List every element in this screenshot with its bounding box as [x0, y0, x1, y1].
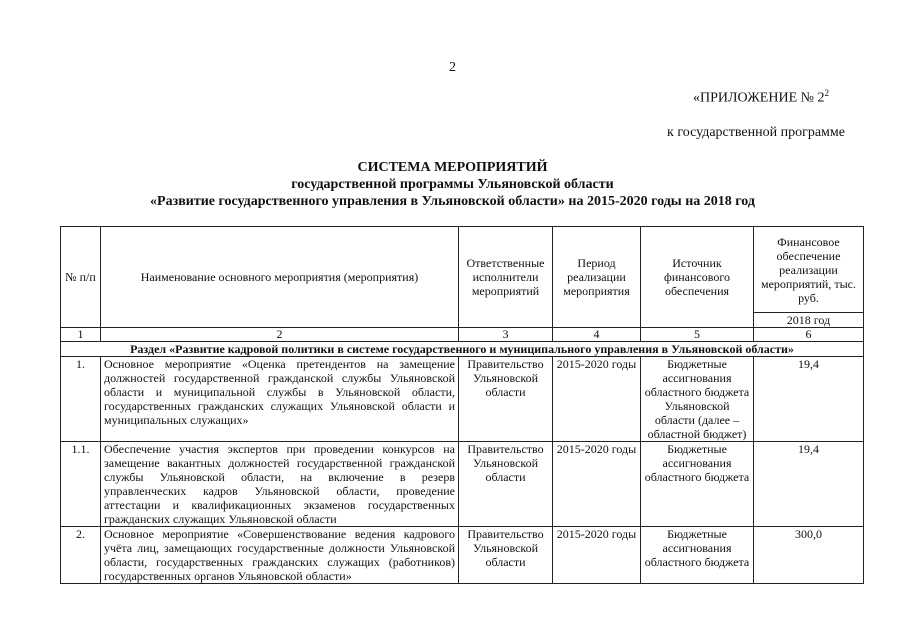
row-period: 2015-2020 годы	[553, 357, 641, 442]
header-funding: Финансовое обеспечение реализации мероприятий, тыс. руб.	[754, 227, 864, 313]
row-responsible: Правительство Ульяновской области	[459, 527, 553, 584]
table-row	[61, 442, 864, 527]
appendix-text: «ПРИЛОЖЕНИЕ № 2	[693, 90, 825, 106]
appendix-label	[693, 88, 829, 107]
column-number: 6	[754, 328, 864, 342]
header-name: Наименование основного мероприятия (мероприятия)	[101, 227, 459, 328]
row-number: 1.1.	[61, 442, 101, 527]
document-subtitle: государственной программы Ульяновской области	[291, 177, 614, 192]
header-year: 2018 год	[754, 313, 864, 328]
column-number-row	[61, 328, 864, 342]
appendix-superscript: 2	[824, 88, 829, 98]
table-row	[61, 527, 864, 584]
row-source: Бюджетные ассигнования областного бюджета	[641, 442, 754, 527]
section-title: Раздел «Развитие кадровой политики в системе государственного и муниципального управления в Ульяновской области»	[61, 342, 864, 357]
column-number: 2	[101, 328, 459, 342]
document-title: СИСТЕМА МЕРОПРИЯТИЙ	[357, 160, 548, 175]
row-name: Обеспечение участия экспертов при проведении конкурсов на замещение вакантных должностей государственной гражданской службы Ульяновской области, на включение в резерв управленческих кадров Ульяновской области, проведение аттестации и квалификационных экзаменов государственных гражданских служащих Ульяновской области	[101, 442, 459, 527]
row-source: Бюджетные ассигнования областного бюджета Ульяновской области (далее – областной бюджет)	[641, 357, 754, 442]
row-source: Бюджетные ассигнования областного бюджета	[641, 527, 754, 584]
document-program-title: «Развитие государственного управления в Ульяновской области» на 2015-2020 годы на 2018 год	[150, 194, 755, 209]
row-period: 2015-2020 годы	[553, 442, 641, 527]
row-responsible: Правительство Ульяновской области	[459, 357, 553, 442]
row-responsible: Правительство Ульяновской области	[459, 442, 553, 527]
column-number: 3	[459, 328, 553, 342]
row-number: 1.	[61, 357, 101, 442]
column-number: 5	[641, 328, 754, 342]
row-amount: 19,4	[754, 442, 864, 527]
row-amount: 19,4	[754, 357, 864, 442]
section-row	[61, 342, 864, 357]
header-responsible: Ответственные исполнители мероприятий	[459, 227, 553, 328]
header-num: № п/п	[61, 227, 101, 328]
row-name: Основное мероприятие «Совершенствование ведения кадрового учёта лиц, замещающих государственные должности Ульяновской области, государственных гражданских служащих (работников) государственных органов Ульяновской области»	[101, 527, 459, 584]
column-number: 1	[61, 328, 101, 342]
measures-table	[60, 226, 864, 584]
page-number: 2	[449, 60, 456, 75]
row-period: 2015-2020 годы	[553, 527, 641, 584]
row-number: 2.	[61, 527, 101, 584]
row-name: Основное мероприятие «Оценка претендентов на замещение должностей государственной гражданской службы Ульяновской области и муниципальной службы в Ульяновской области, государственных гражданских служащих Ульяновской области и муниципальных служащих»	[101, 357, 459, 442]
table-row	[61, 357, 864, 442]
header-period: Период реализации мероприятия	[553, 227, 641, 328]
column-number: 4	[553, 328, 641, 342]
header-source: Источник финансового обеспечения	[641, 227, 754, 328]
row-amount: 300,0	[754, 527, 864, 584]
appendix-subtitle: к государственной программе	[667, 125, 845, 140]
